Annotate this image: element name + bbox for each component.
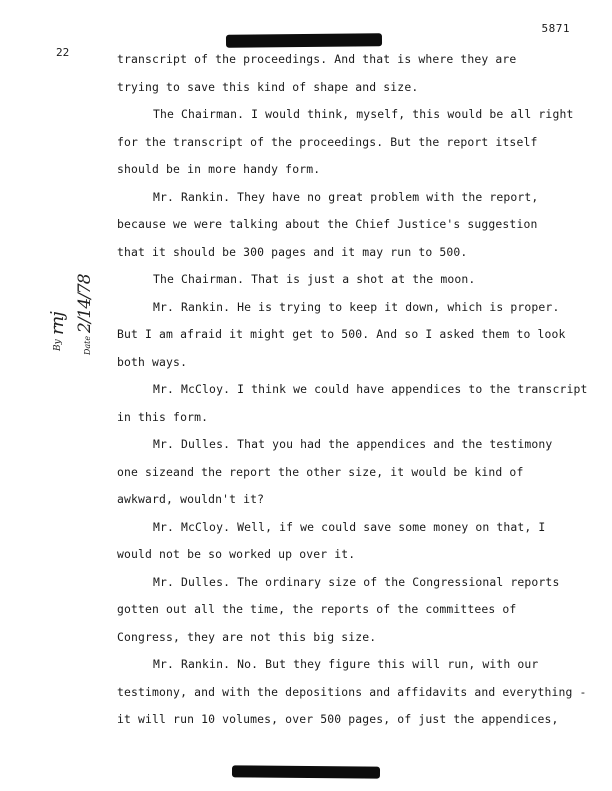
- transcript-line-number: 22: [56, 46, 70, 59]
- transcript-line: The Chairman. That is just a shot at the moon.: [153, 272, 476, 286]
- transcript-line: trying to save this kind of shape and size.: [117, 79, 419, 94]
- transcript-line: awkward, wouldn't it?: [117, 492, 265, 506]
- transcript-line: for the transcript of the proceedings. But the report itself: [117, 134, 538, 149]
- transcript-line: Mr. Rankin. They have no great problem with the report,: [153, 189, 539, 204]
- transcript-line: transcript of the proceedings. And that is where they are: [117, 52, 517, 66]
- redaction-bar-bottom: [232, 765, 380, 778]
- stamp-by-label: By: [53, 339, 63, 351]
- transcript-line: because we were talking about the Chief Justice's suggestion: [117, 217, 538, 231]
- page-number: 5871: [541, 22, 570, 35]
- transcript-line: one sizeand the report the other size, it would be kind of: [117, 464, 524, 479]
- stamp-signature: rnj: [47, 312, 68, 335]
- transcript-line: Mr. Dulles. The ordinary size of the Congressional reports: [153, 574, 560, 589]
- transcript-line: Mr. Dulles. That you had the appendices and the testimony: [153, 437, 553, 451]
- transcript-line: gotten out all the time, the reports of the committees of: [117, 602, 517, 616]
- stamp-date: 2/14/78: [75, 274, 95, 333]
- transcript-line: that it should be 300 pages and it may run to 500.: [117, 244, 468, 259]
- transcript-body: [117, 46, 607, 734]
- transcript-line: The Chairman. I would think, myself, this would be all right: [153, 107, 574, 121]
- transcript-line: it will run 10 volumes, over 500 pages, of just the appendices,: [117, 712, 559, 726]
- transcript-line: Mr. Rankin. No. But they figure this will run, with our: [153, 657, 539, 671]
- transcript-line: in this form.: [117, 409, 209, 424]
- stamp-date-label: Date: [83, 335, 92, 355]
- transcript-line: both ways.: [117, 354, 188, 369]
- transcript-line: Mr. Rankin. He is trying to keep it down, which is proper.: [153, 299, 560, 314]
- transcript-line: Congress, they are not this big size.: [117, 629, 377, 644]
- transcript-line: should be in more handy form.: [117, 162, 321, 176]
- transcript-line: But I am afraid it might get to 500. And so I asked them to look: [117, 327, 566, 341]
- transcript-line: Mr. McCloy. I think we could have appendices to the transcript: [153, 382, 588, 396]
- transcript-line: Mr. McCloy. Well, if we could save some money on that, I: [153, 519, 546, 534]
- declassification-stamp: [45, 274, 115, 357]
- transcript-line: testimony, and with the depositions and affidavits and everything -: [117, 684, 587, 699]
- transcript-line: would not be so worked up over it.: [117, 547, 356, 561]
